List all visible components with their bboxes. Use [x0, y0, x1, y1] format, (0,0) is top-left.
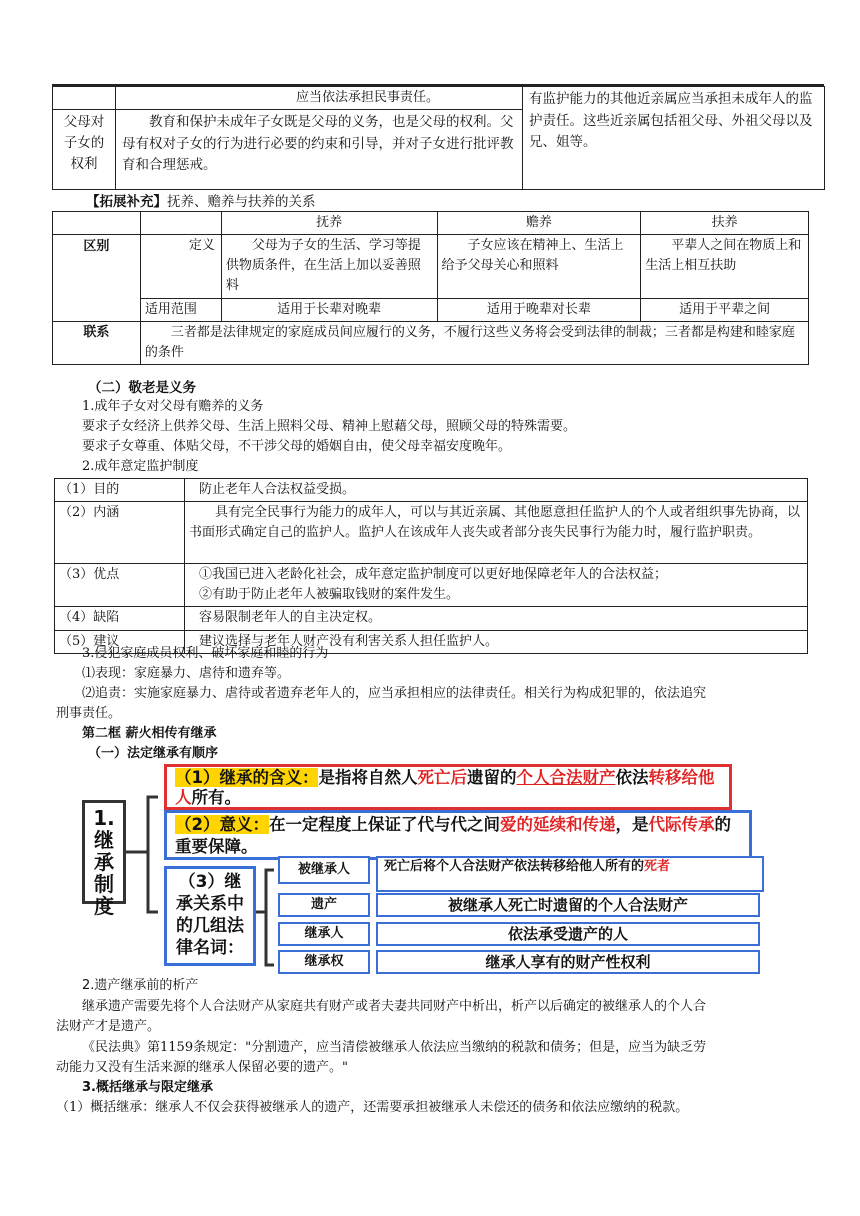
sec3-p3a: ⑵追责：实施家庭暴力、虐待或者遗弃老年人的，应当承担相应的法律责任。相关行为构成犯罪的，依法追究 [82, 686, 707, 701]
top-table [52, 86, 825, 190]
term-box-3: 继承人 [278, 922, 370, 946]
term-box-2: 遗产 [278, 893, 370, 917]
sec2-p1: 1.成年子女对父母有赡养的义务 [82, 399, 264, 414]
term-box-4: 继承权 [278, 950, 370, 974]
ext-header-1: 抚养 [221, 212, 437, 235]
guard-label-1: （1）目的 [55, 479, 185, 502]
top-table-row2-head: 父母对子女的权利 [53, 110, 116, 190]
ext-def-1: 父母为子女的生活、学习等提供物质条件，在生活上加以妥善照料 [221, 235, 437, 298]
ext-def-3: 平辈人之间在物质上和生活上相互扶助 [641, 235, 809, 298]
ext-title: 【拓展补充】抚养、赡养与扶养的关系 [86, 194, 316, 210]
ext-table [52, 211, 809, 365]
guard-text-3a: ①我国已进入老龄化社会，成年意定监护制度可以更好地保障老年人的合法权益； [199, 567, 668, 583]
sec3-p1: 3.侵犯家庭成员权利、破坏家庭和睦的行为 [82, 646, 329, 661]
diagram-box-meaning: （1）继承的含义：是指将自然人死亡后遗留的个人合法财产依法转移给他人所有。 [164, 764, 732, 810]
guard-label-3: （3）优点 [55, 564, 185, 607]
diagram-main-box: 1.继承制度 [82, 800, 126, 904]
top-table-right: 有监护能力的其他近亲属应当承担未成年人的监护责任。这些近亲属包括祖父母、外祖父母以及兄、姐等。 [523, 87, 825, 190]
ext-header-3: 扶养 [641, 212, 809, 235]
diagram-box-terms-title: （3）继承关系中的几组法律名词： [164, 866, 256, 966]
top-table-row1-mid: 应当依法承担民事责任。 [116, 87, 523, 110]
guard-label-5: （5）建议 [55, 630, 185, 653]
ext-def-2: 子女应该在精神上、生活上给予父母关心和照料 [437, 235, 641, 298]
ext-scope-1: 适用于长辈对晚辈 [221, 298, 437, 321]
ext-diff-label: 区别 [53, 235, 141, 322]
ext-link-text: 三者都是法律规定的家庭成员间应履行的义务，不履行这些义务将会受到法律的制裁；三者都是构建和睦家庭的条件 [140, 321, 808, 364]
sec4-p2b: 法财产才是遗产。 [56, 1019, 161, 1034]
ext-scope-3: 适用于平辈之间 [641, 298, 809, 321]
guard-text-5: 建议选择与老年人财产没有利害关系人担任监护人。 [185, 630, 808, 653]
ext-header-2: 赡养 [437, 212, 641, 235]
ext-def-label: 定义 [140, 235, 221, 298]
sec3-p3b: 刑事责任。 [56, 706, 122, 721]
ext-scope-label: 适用范围 [140, 298, 221, 321]
guard-table [54, 478, 808, 654]
term-def-1: 死亡后将个人合法财产依法转移给他人所有的死者 [376, 856, 764, 892]
ext-scope-2: 适用于晚辈对长辈 [437, 298, 641, 321]
inheritance-diagram [80, 762, 770, 974]
sec2-p3: 要求子女尊重、体贴父母，不干涉父母的婚姻自由，使父母幸福安度晚年。 [82, 439, 512, 454]
sec4-p3b: 动能力又没有生活来源的继承人保留必要的遗产。" [56, 1060, 348, 1075]
sec2-p4: 2.成年意定监护制度 [82, 459, 199, 474]
guard-label-4: （4）缺陷 [55, 607, 185, 630]
guard-text-2: 具有完全民事行为能力的成年人，可以与其近亲属、其他愿意担任监护人的个人或者组织事先协商，以书面形式确定自己的监护人。监护人在该成年人丧失或者部分丧失民事行为能力时，履行监护职责。 [185, 502, 808, 564]
sec4-p3a: 《民法典》第1159条规定："分割遗产，应当清偿被继承人依法应当缴纳的税款和债务；但是，应当为缺乏劳 [82, 1040, 707, 1055]
sec4-p5: （1）概括继承：继承人不仅会获得被继承人的遗产，还需要承担被继承人未偿还的债务和依法应缴纳的税款。 [56, 1100, 689, 1115]
ext-link-label: 联系 [53, 321, 141, 364]
term-def-4: 继承人享有的财产性权利 [376, 950, 760, 974]
sec2-title: （二）敬老是义务 [88, 380, 196, 396]
guard-text-4: 容易限制老年人的自主决定权。 [185, 607, 808, 630]
term-def-2: 被继承人死亡时遗留的个人合法财产 [376, 893, 760, 917]
sec4-p4: 3.概括继承与限定继承 [82, 1080, 213, 1095]
sec4-p2a: 继承遗产需要先将个人合法财产从家庭共有财产或者夫妻共同财产中析出，析产以后确定的被继承人的个人合 [82, 999, 707, 1014]
diagram-box-significance: （2）意义：在一定程度上保证了代与代之间爱的延续和传递，是代际传承的重要保障。 [164, 810, 752, 860]
sec3-p2: ⑴表现：家庭暴力、虐待和遗弃等。 [82, 666, 291, 681]
guard-text-3b: ②有助于防止老年人被骗取钱财的案件发生。 [199, 587, 460, 603]
guard-text-1: 防止老年人合法权益受损。 [185, 479, 808, 502]
sec2-p2: 要求子女经济上供养父母、生活上照料父母、精神上慰藉父母，照顾父母的特殊需要。 [82, 419, 577, 434]
top-table-row2-body: 教育和保护未成年子女既是父母的义务，也是父母的权利。父母有权对子女的行为进行必要的约束和引导，并对子女进行批评教育和合理惩戒。 [116, 110, 523, 190]
sec3-frame: 第二框 薪火相传有继承 [82, 726, 217, 741]
term-box-1: 被继承人 [278, 856, 370, 884]
sec4-p1: 2.遗产继承前的析产 [82, 978, 199, 993]
sec3-sub: （一）法定继承有顺序 [88, 746, 219, 761]
term-def-3: 依法承受遗产的人 [376, 922, 760, 946]
guard-label-2: （2）内涵 [55, 502, 185, 564]
